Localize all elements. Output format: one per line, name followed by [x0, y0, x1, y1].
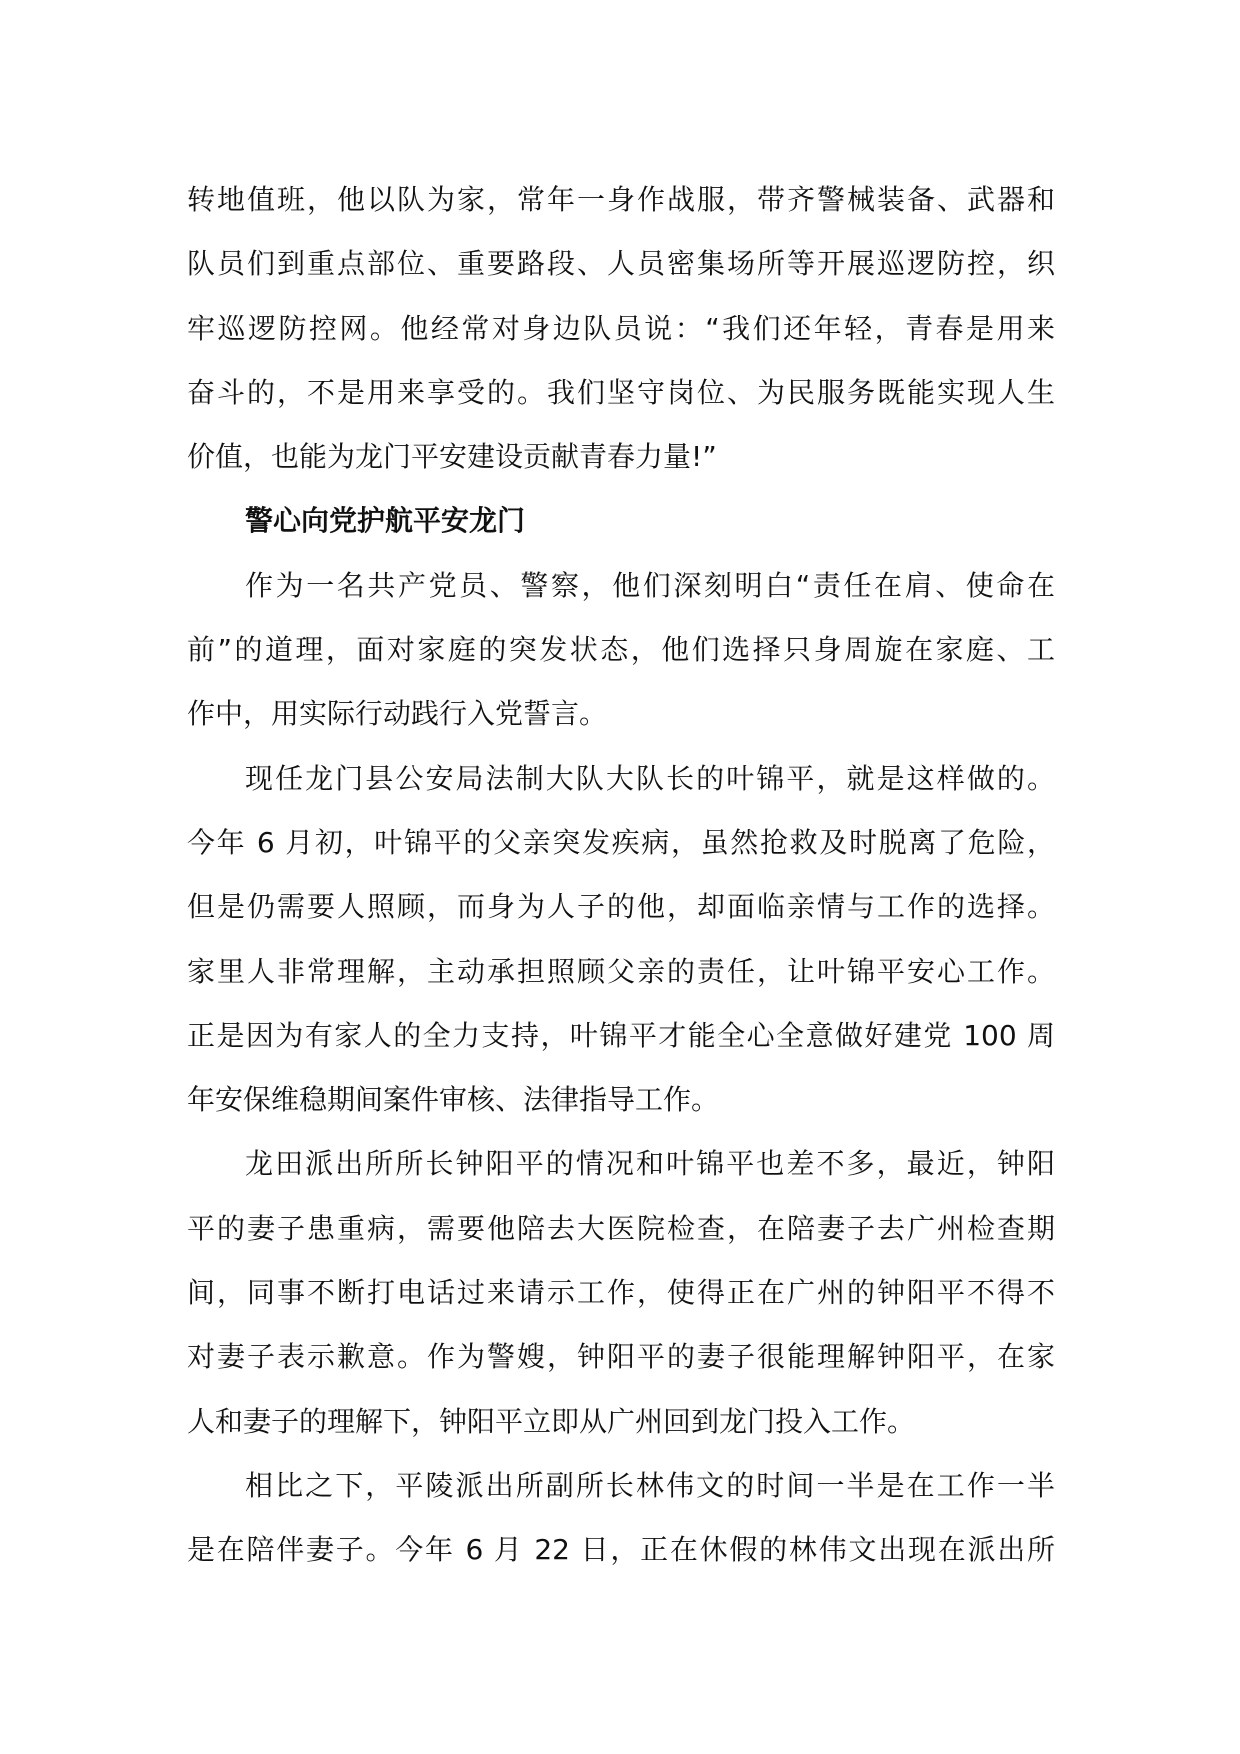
text-line: 前”的道理，面对家庭的突发状态，他们选择只身周旋在家庭、工 — [187, 633, 1055, 667]
text-line: 人和妻子的理解下，钟阳平立即从广州回到龙门投入工作。 — [187, 1404, 916, 1438]
text-line: 但是仍需要人照顾，而身为人子的他，却面临亲情与工作的选择。 — [187, 890, 1055, 924]
text-line: 正是因为有家人的全力支持，叶锦平才能全心全意做好建党 100 周 — [187, 1018, 1055, 1052]
text-line: 奋斗的，不是用来享受的。我们坚守岗位、为民服务既能实现人生 — [187, 375, 1055, 409]
text-line: 转地值班，他以队为家，常年一身作战服，带齐警械装备、武器和 — [187, 183, 1055, 216]
text-line: 是在陪伴妻子。今年 6 月 22 日，正在休假的林伟文出现在派出所 — [187, 1533, 1055, 1567]
text-line: 年安保维稳期间案件审核、法律指导工作。 — [187, 1083, 720, 1117]
text-line: 对妻子表示歉意。作为警嫂，钟阳平的妻子很能理解钟阳平，在家 — [187, 1340, 1055, 1374]
document-body — [187, 168, 1055, 1583]
text-line: 作中，用实际行动践行入党誓言。 — [187, 697, 608, 731]
text-line: 牢巡逻防控网。他经常对身边队员说：“我们还年轻，青春是用来 — [187, 311, 1055, 345]
text-line: 间，同事不断打电话过来请示工作，使得正在广州的钟阳平不得不 — [187, 1276, 1055, 1310]
text-line: 队员们到重点部位、重要路段、人员密集场所等开展巡逻防控，织 — [187, 247, 1055, 281]
text-line: 家里人非常理解，主动承担照顾父亲的责任，让叶锦平安心工作。 — [187, 954, 1055, 988]
text-line: 价值，也能为龙门平安建设贡献青春力量!” — [187, 440, 717, 474]
text-line: 相比之下，平陵派出所副所长林伟文的时间一半是在工作一半 — [245, 1468, 1055, 1502]
text-line: 今年 6 月初，叶锦平的父亲突发疾病，虽然抢救及时脱离了危险， — [187, 825, 1055, 859]
text-line: 龙田派出所所长钟阳平的情况和叶锦平也差不多，最近，钟阳 — [245, 1147, 1055, 1181]
section-heading: 警心向党护航平安龙门 — [245, 504, 526, 538]
text-line: 平的妻子患重病，需要他陪去大医院检查，在陪妻子去广州检查期 — [187, 1211, 1055, 1245]
text-line: 作为一名共产党员、警察，他们深刻明白“责任在肩、使命在 — [245, 568, 1055, 602]
text-line: 现任龙门县公安局法制大队大队长的叶锦平，就是这样做的。 — [245, 761, 1055, 795]
